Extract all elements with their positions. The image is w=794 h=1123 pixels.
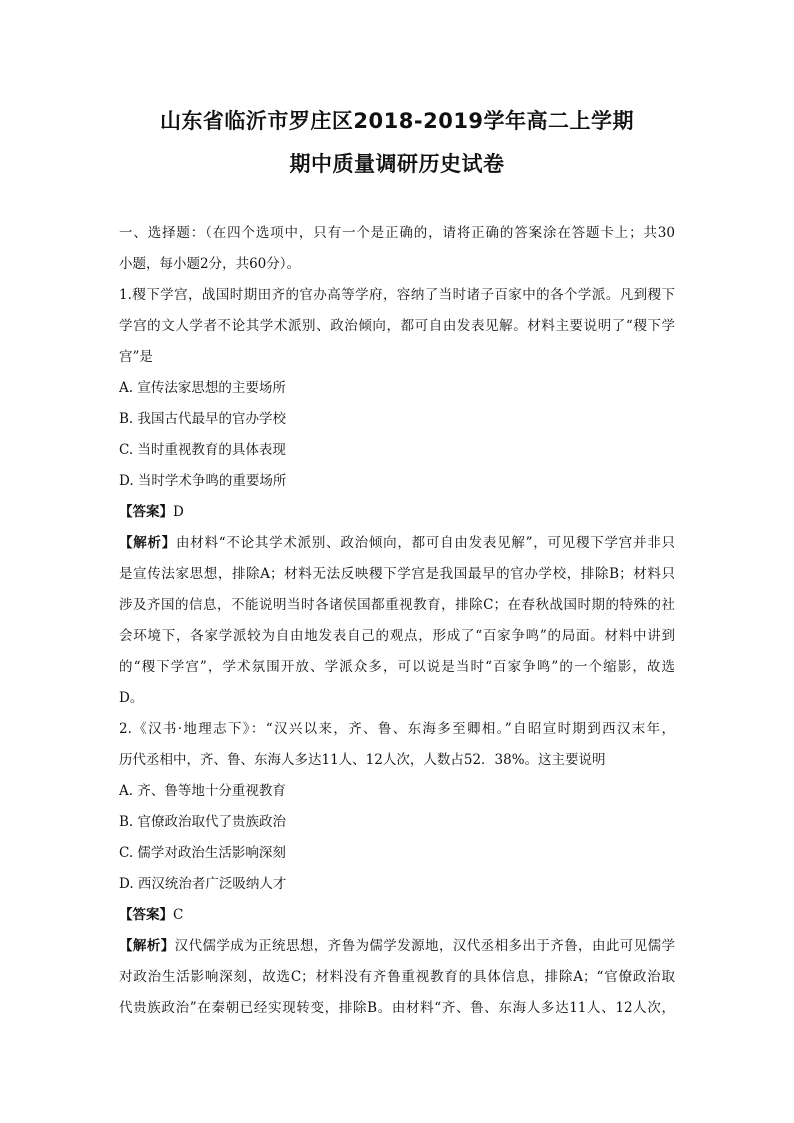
- answer-tag: 【答案】: [119, 504, 173, 520]
- document-subtitle: 期中质量调研历史试卷: [289, 152, 505, 176]
- question-stem-line: 宫”是: [119, 349, 153, 365]
- option-d: D. 西汉统治者广泛吸纳人才: [119, 876, 287, 892]
- answer-line: [119, 497, 675, 528]
- analysis-line: D。: [119, 690, 144, 706]
- question-stem-line: 2.《汉书·地理志下》：“汉兴以来，齐、鲁、东海多至卿相。”自昭宣时期到西汉末年，: [119, 721, 675, 737]
- analysis-line: 涉及齐国的信息，不能说明当时各诸侯国都重视教育，排除C；在春秋战国时期的特殊的社: [119, 597, 675, 613]
- question-stem-line: 1.稷下学宫，战国时期田齐的官办高等学府，容纳了当时诸子百家中的各个学派。凡到稷下: [119, 287, 675, 303]
- analysis-line: 是宣传法家思想，排除A；材料无法反映稷下学宫是我国最早的官办学校，排除B；材料只: [119, 566, 675, 582]
- answer-line: [119, 900, 675, 931]
- answer-tag: 【答案】: [119, 907, 173, 923]
- question-2: [119, 714, 675, 1024]
- option-c: C. 儒学对政治生活影响深刻: [119, 845, 286, 861]
- question-stem-line: 学宫的文人学者不论其学术派别、政治倾向，都可自由发表见解。材料主要说明了“稷下学: [119, 318, 675, 334]
- analysis-line: 代贵族政治”在秦朝已经实现转变，排除B。由材料“齐、鲁、东海人多达11人、12人次，: [119, 1000, 675, 1016]
- section-instruction-line: 一、选择题：（在四个选项中，只有一个是正确的，请将正确的答案涂在答题卡上；共30: [119, 225, 675, 241]
- option-a: A. 齐、鲁等地十分重视教育: [119, 783, 286, 799]
- document-body: [119, 218, 675, 1024]
- option-a: A. 宣传法家思想的主要场所: [119, 380, 286, 396]
- analysis-tag: 【解析】: [119, 535, 176, 551]
- analysis-line: 对政治生活影响深刻，故选C；材料没有齐鲁重视教育的具体信息，排除A；“官僚政治取: [119, 969, 675, 985]
- answer-value: D: [173, 504, 184, 520]
- section-instruction-line: 小题，每小题2分，共60分）。: [119, 256, 301, 272]
- question-stem-line: 历代丞相中，齐、鲁、东海人多达11人、12人次，人数占52．38%。这主要说明: [119, 752, 606, 768]
- analysis-text: 汉代儒学成为正统思想，齐鲁为儒学发源地，汉代丞相多出于齐鲁，由此可见儒学: [174, 938, 675, 954]
- option-b: B. 官僚政治取代了贵族政治: [119, 814, 287, 830]
- analysis-line: 会环境下，各家学派较为自由地发表自己的观点，形成了“百家争鸣”的局面。材料中讲到: [119, 628, 675, 644]
- analysis-tag: 【解析】: [119, 938, 175, 954]
- answer-value: C: [173, 907, 184, 923]
- analysis-line: [119, 931, 675, 962]
- option-c: C. 当时重视教育的具体表现: [119, 442, 286, 458]
- analysis-line: [119, 528, 675, 559]
- option-d: D. 当时学术争鸣的重要场所: [119, 473, 287, 489]
- option-b: B. 我国古代最早的官办学校: [119, 411, 287, 427]
- document-title: 山东省临沂市罗庄区2018-2019学年高二上学期: [159, 109, 635, 133]
- analysis-text: 由材料“不论其学术派别、政治倾向，都可自由发表见解”，可见稷下学宫并非只: [176, 535, 675, 551]
- question-1: [119, 280, 675, 714]
- analysis-line: 的“稷下学宫”，学术氛围开放、学派众多，可以说是当时“百家争鸣”的一个缩影，故选: [119, 659, 675, 675]
